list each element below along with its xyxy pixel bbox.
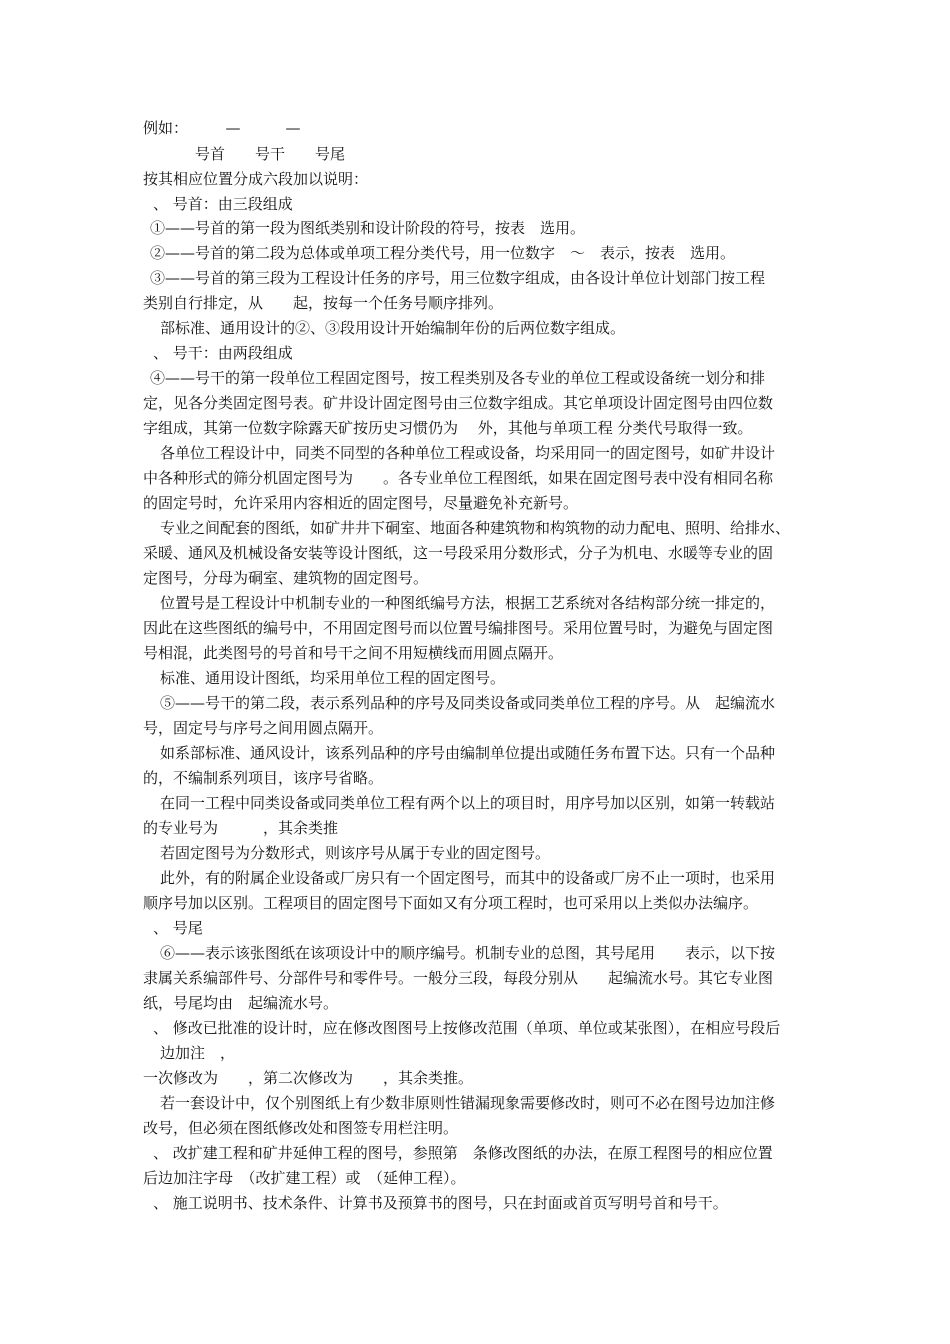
text-line: 、 施工说明书、技术条件、计算书及预算书的图号，只在封面或首页写明号首和号干。: [153, 1194, 728, 1212]
text-line: 、 修改已批准的设计时，应在修改图图号上按修改范围（单项、单位或某张图），在相应号段后: [153, 1019, 781, 1037]
text-line: 定，见各分类固定图号表。矿井设计固定图号由三位数字组成。其它单项设计固定图号由四位数: [143, 394, 774, 412]
text-line: 纸，号尾均由 起编流水号。: [143, 994, 339, 1012]
text-line: 此外，有的附属企业设备或厂房只有一个固定图号，而其中的设备或厂房不止一项时，也采用: [160, 869, 776, 887]
text-line: ④——号干的第一段单位工程固定图号，按工程类别及各专业的单位工程或设备统一划分和排: [150, 369, 766, 387]
text-line: ⑤——号干的第二段，表示系列品种的序号及同类设备或同类单位工程的序号。从 起编流水: [160, 694, 776, 712]
text-line: 字组成，其第一位数字除露天矿按历史习惯仍为 外，其他与单项工程 分类代号取得一致。: [143, 419, 753, 437]
text-line: 部标准、通用设计的②、③段用设计开始编制年份的后两位数字组成。: [160, 319, 626, 337]
text-line: 隶属关系编部件号、分部件号和零件号。一般分三段，每段分别从 起编流水号。其它专业图: [143, 969, 774, 987]
text-line: 号，固定号与序号之间用圆点隔开。: [143, 719, 384, 737]
text-line: 各单位工程设计中，同类不同型的各种单位工程或设备，均采用同一的固定图号，如矿井设计: [160, 444, 776, 462]
text-line: ①——号首的第一段为图纸类别和设计阶段的符号，按表 选用。: [150, 219, 586, 237]
text-line: ⑥——表示该张图纸在该项设计中的顺序编号。机制专业的总图，其号尾用 表示，以下按: [160, 944, 776, 962]
text-line: 的专业号为 ，其余类推: [143, 819, 339, 837]
text-line: 在同一工程中同类设备或同类单位工程有两个以上的项目时，用序号加以区别，如第一转载站: [160, 794, 776, 812]
text-line: ②——号首的第二段为总体或单项工程分类代号，用一位数字 ～ 表示，按表 选用。: [150, 244, 736, 262]
text-line: 中各种形式的筛分机固定图号为 。各专业单位工程图纸，如果在固定图号表中没有相同名称: [143, 469, 774, 487]
text-line: 顺序号加以区别。工程项目的固定图号下面如又有分项工程时，也可采用以上类似办法编序。: [143, 894, 759, 912]
text-line: 、 改扩建工程和矿井延伸工程的图号，参照第 条修改图纸的办法，在原工程图号的相应位置: [153, 1144, 773, 1162]
text-line: 位置号是工程设计中机制专业的一种图纸编号方法，根据工艺系统对各结构部分统一排定的，: [160, 594, 776, 612]
text-line: 、 号尾: [153, 919, 203, 937]
text-line: ③——号首的第三段为工程设计任务的序号，用三位数字组成，由各设计单位计划部门按工程: [150, 269, 766, 287]
text-line: 定图号，分母为硐室、建筑物的固定图号。: [143, 569, 429, 587]
text-line: 标准、通用设计图纸，均采用单位工程的固定图号。: [160, 669, 506, 687]
text-line: 按其相应位置分成六段加以说明：: [143, 170, 369, 188]
text-line: 因此在这些图纸的编号中，不用固定图号而以位置号编排图号。采用位置号时，为避免与固定图: [143, 619, 774, 637]
text-line: 专业之间配套的图纸，如矿井井下硐室、地面各种建筑物和构筑物的动力配电、照明、给排水、: [160, 519, 791, 537]
text-line: 边加注 ，: [160, 1044, 236, 1062]
text-line: 改号，但必须在图纸修改处和图签专用栏注明。: [143, 1119, 459, 1137]
text-line: 例如： — —: [143, 119, 301, 137]
text-line: 若一套设计中，仅个别图纸上有少数非原则性错漏现象需要修改时，则可不必在图号边加注修: [160, 1094, 776, 1112]
text-line: 采暖、通风及机械设备安装等设计图纸，这一号段采用分数形式，分子为机电、水暖等专业的固: [143, 544, 774, 562]
text-line: 如系部标准、通风设计，该系列品种的序号由编制单位提出或随任务布置下达。只有一个品种: [160, 744, 776, 762]
text-line: 一次修改为 ，第二次修改为 ，其余类推。: [143, 1069, 474, 1087]
text-line: 若固定图号为分数形式，则该序号从属于专业的固定图号。: [160, 844, 551, 862]
text-line: 号相混，此类图号的号首和号干之间不用短横线而用圆点隔开。: [143, 644, 564, 662]
text-line: 的固定号时，允许采用内容相近的固定图号，尽量避免补充新号。: [143, 494, 579, 512]
text-line: 号首 号干 号尾: [195, 145, 346, 163]
text-line: 的，不编制系列项目，该序号省略。: [143, 769, 384, 787]
text-line: 类别自行排定，从 起，按每一个任务号顺序排列。: [143, 294, 504, 312]
text-line: 、 号干：由两段组成: [153, 344, 293, 362]
text-line: 后边加注字母 （改扩建工程）或 （延伸工程）。: [143, 1169, 466, 1187]
text-line: 、 号首：由三段组成: [153, 195, 293, 213]
